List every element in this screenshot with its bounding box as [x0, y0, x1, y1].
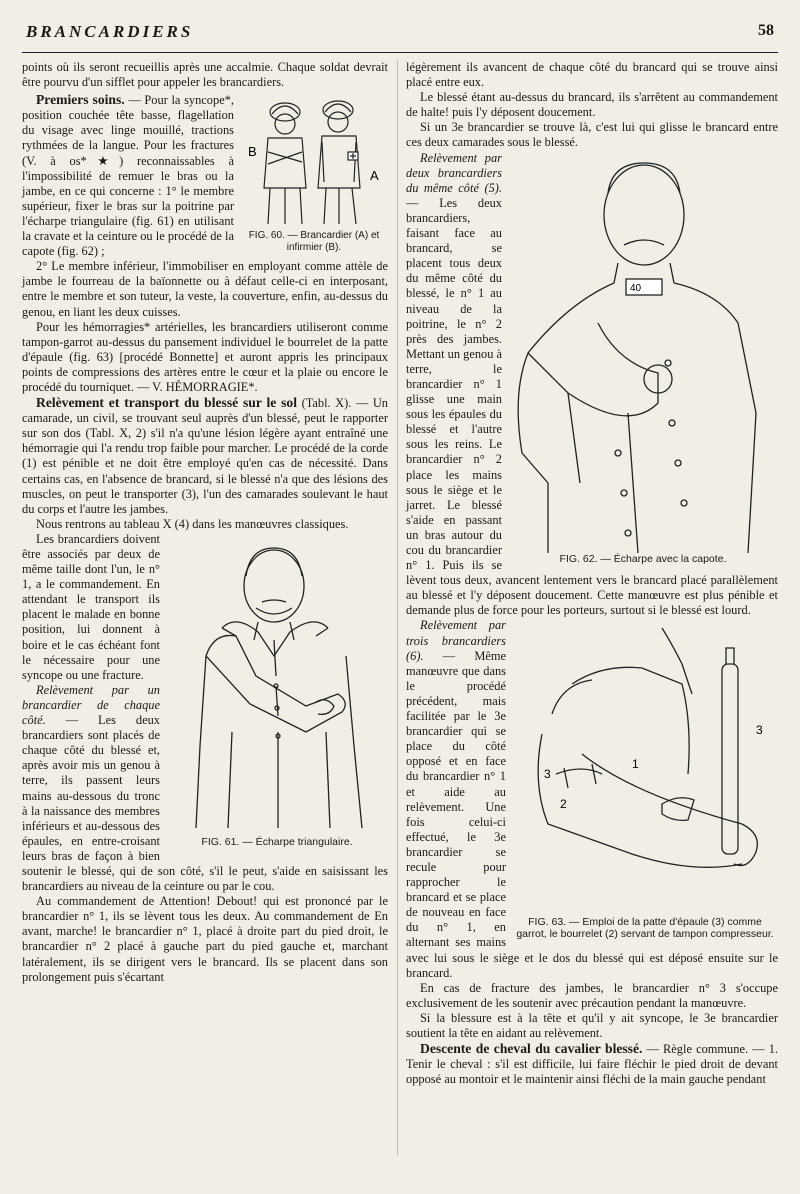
figure-63-label-2: 2 [560, 797, 567, 812]
paragraph: 2° Le membre inférieur, l'immobiliser en employant comme attèle de jambe le fourreau de la baïonnette ou à défaut celle-ci en interposant, entre le membre et son tuteur, la veste, la couverture, enfin, au-dessus du genou, en liant les deux cuisses. [22, 259, 388, 319]
figure-62-collar-number: 40 [630, 282, 642, 294]
page-number: 58 [758, 22, 774, 39]
figure-63-caption: FIG. 63. — Emploi de la patte d'épaule (3) comme garrot, le bourrelet (2) servant de tampon compresseur. [516, 916, 774, 941]
section-text: (Tabl. X). — Un camarade, un civil, se trouvant seul auprès d'un blessé, peut le rapporter sur son dos (Tabl. X, 2) s'il n'a qu'une lésion légère ayant entraîné une hémorragie qui l'a rendu trop faible pour marcher. Le procédé de la corde (1) est pénible et ne doit être employé qu'en cas de nécessité. Dans certains cas, en l'absence de brancard, si le blessé n'a que des lésions des muscles, on peut le transporter (3), l'un des camarades soulevant le haut du corps et l'autre les jambes. [22, 396, 388, 516]
subsection-heading: Relèvement par deux brancardiers du même côté (5). [406, 150, 502, 195]
subsection-text: — Les deux brancardiers sont placés de chaque côté du blessé et, après avoir mis un genou à terre, ils passent leurs mains au-dessous du tronc à la naissance des membres inférieurs et au-dessous des épaules, en entre-croisant leurs bras de façon à bien soutenir le blessé, qui de son côté, s'il le peut, s'aide en saisissant les brancardiers au niveau de la ceinture ou par le cou. [22, 713, 388, 894]
subsection-heading: Relèvement par un brancardier de chaque côté. [22, 682, 160, 728]
figure-60-label-b: B [248, 144, 257, 160]
paragraph: Nous rentrons au tableau X (4) dans les manœuvres classiques. [36, 516, 349, 531]
figure-63-label-3b: 3 [756, 723, 763, 738]
figure-60 [240, 92, 388, 254]
paragraph: légèrement ils avancent de chaque côté du brancard qui se trouve ainsi placé entre eux. [406, 60, 778, 90]
running-title: BRANCARDIERS [26, 22, 194, 41]
section-heading: Descente de cheval du cavalier blessé. [420, 1041, 643, 1057]
paragraph: Les brancardiers doivent être associés par deux de même taille dont l'un, le n° 1, a le commandement. En attendant le transport ils placent le malade en bonne position, lui donnent à boire et le cas échéant font le nécessaire pour une syncope ou une fracture. [22, 531, 160, 682]
figure-63-label-3: 3 [544, 767, 551, 782]
figure-61 [166, 536, 388, 848]
figure-62 [508, 153, 778, 565]
section-heading: Relèvement et transport du blessé sur le sol [36, 395, 298, 411]
figure-62-illustration [508, 153, 778, 553]
figure-60-illustration [240, 92, 388, 230]
subsection-heading: Relèvement par trois brancardiers (6). [406, 618, 506, 663]
section-heading: Premiers soins. [36, 92, 125, 108]
subsection-text: — Même manœuvre que dans le procédé précédent, mais facilitée par le 3e brancardier qui se place du côté opposé et en face du brancardier n° 1 et aide au relèvement. Une fois celui-ci effectué, le 3e brancardier se recule pour rapprocher le brancard et se place de nouveau en face du n° 1, en alternant ses mains avec lui sous le siège et le dos du blessé qui est déposé ensuite sur le brancard. [406, 648, 778, 980]
paragraph: Si un 3e brancardier se trouve là, c'est lui qui glisse le brancard entre ces deux camarades sous le blessé. [406, 120, 778, 150]
paragraph: Le blessé étant au-dessus du brancard, ils s'arrêtent au commandement de halte! puis l'y déposent doucement. [406, 90, 778, 120]
section-text: — Pour la syncope*, position couchée tête basse, flagellation du visage avec linge mouillé, tractions rythmées de la langue. Pour les fractures (V. à os*★) reconnaissables à l'impossibilité de remuer le bras ou la jambe, en ce qui concerne : 1° le membre supérieur, fixer le bras sur la poitrine par l'écharpe triangulaire (fig. 61) en utilisant la cravate et la ceinture ou le procédé de la capote (fig. 62) ; [22, 93, 234, 259]
figure-63-label-1: 1 [632, 757, 639, 772]
figure-63 [512, 624, 778, 940]
left-column [22, 60, 388, 985]
figure-60-label-a: A [370, 168, 379, 184]
figure-61-illustration [166, 536, 388, 836]
paragraph: Pour les hémorragies* artérielles, les brancardiers utiliseront comme tampon-garrot au-dessus du pansement individuel le bourrelet de la patte d'épaule (fig. 63) [procédé Bonnette] et auront appris les principaux points de compressions des artères entre le cœur et la plaie ou encore le procédé du tourniquet. — V. HÉMORRAGIE*. [22, 319, 388, 394]
paragraph: Si la blessure est à la tête et qu'il y ait syncope, le 3e brancardier soutient la tête en aidant au relèvement. [406, 1010, 778, 1040]
section-text: — Règle commune. — 1. Tenir le cheval : s'il est difficile, lui faire fléchir le pied droit de devant opposé au montoir et le maintenir ainsi fléchi de la main gauche pendant [406, 1042, 778, 1087]
figure-63-illustration [512, 624, 778, 916]
column-divider [397, 60, 398, 1155]
page-header [22, 22, 778, 48]
right-column [406, 60, 778, 1087]
paragraph: points où ils seront recueillis après une accalmie. Chaque soldat devrait être pourvu d'un sifflet pour appeler les brancardiers. [22, 60, 388, 90]
figure-60-caption: FIG. 60. — Brancardier (A) et infirmier (B). [248, 230, 380, 254]
header-rule [22, 52, 778, 53]
paragraph: Au commandement de Attention! Debout! qui est prononcé par le brancardier n° 1, ils se lèvent tous les deux. Au commandement de En avant, marche! le brancardier n° 1, placé à droite part du pied droit, le brancardier n° 2 placé à gauche part du pied gauche et, marchant latéralement, ils se dirigent vers le brancard. Ils se placent dans son prolongement puis s'écartant [22, 894, 388, 984]
figure-62-caption: FIG. 62. — Écharpe avec la capote. [559, 552, 727, 565]
paragraph: En cas de fracture des jambes, le brancardier n° 3 s'occupe exclusivement de les soutenir avec précaution pendant la manœuvre. [406, 980, 778, 1010]
figure-61-caption: FIG. 61. — Écharpe triangulaire. [201, 835, 353, 848]
subsection-text: — Les deux brancardiers, faisant face au brancard, se placent tous deux du même côté du blessé, le n° 1 au niveau de la poitrine, le n° 2 près des jambes. Mettant un genou à terre, le brancardier n° 1 glisse une main sous les épaules du blessé et l'autre sous les reins. Le brancardier n° 2 place les mains sous le siège et le jarret. Le blessé s'aide en passant un bras autour du cou du brancardier n° 1. Puis ils se lèvent tous deux, avancent lentement vers le brancard placé parallèlement au blessé et l'y déposent doucement. Cette manœuvre est plus pénible et demande plus de force pour les porteurs, surtout si le blessé est lourd. [406, 195, 778, 618]
